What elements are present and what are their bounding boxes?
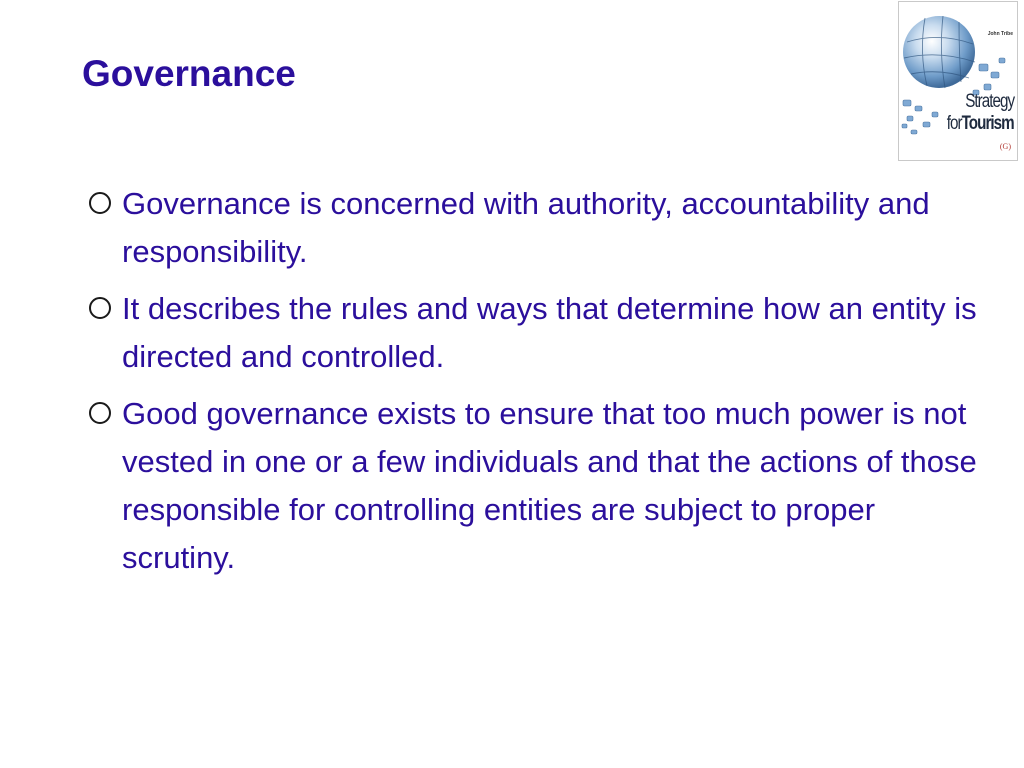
puzzle-globe-icon [899, 2, 1017, 160]
hollow-circle-icon [88, 296, 112, 320]
bullet-item [86, 285, 986, 381]
book-author: John Tribe [987, 31, 1013, 37]
book-cover-image [898, 1, 1018, 161]
slide-title: Governance [82, 53, 296, 94]
book-title-main: Tourism [961, 113, 1014, 134]
bullet-text: Governance is concerned with authority, accountability and responsibility. [122, 186, 930, 269]
book-title-line1: Strategy [965, 91, 1014, 112]
book-title-line2 [947, 114, 1014, 134]
bullet-text: It describes the rules and ways that determine how an entity is directed and controlled. [122, 291, 977, 374]
bullet-text: Good governance exists to ensure that too much power is not vested in one or a few individuals and that the actions of those responsible for controlling entities are subject to proper scrutiny. [122, 396, 977, 575]
bullet-list [86, 180, 986, 591]
book-title-prefix: for [947, 113, 962, 134]
hollow-circle-icon [88, 401, 112, 425]
bullet-item [86, 390, 986, 582]
hollow-circle-icon [88, 191, 112, 215]
bullet-item [86, 180, 986, 276]
book-edition-mark: (G) [999, 142, 1011, 151]
